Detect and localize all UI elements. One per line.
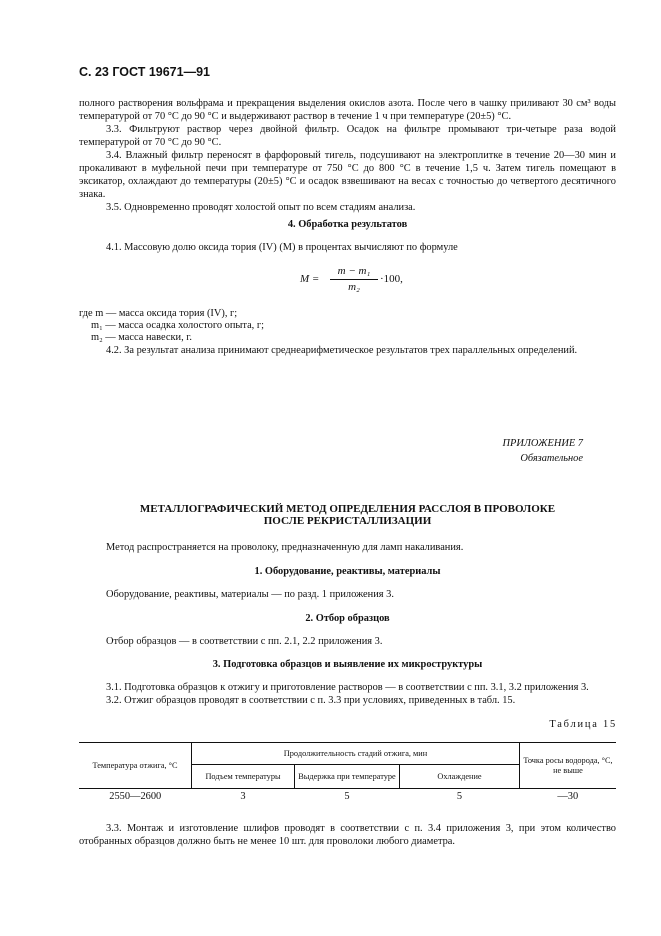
header-dew-point: Точка росы водорода, °С, не выше	[523, 755, 613, 775]
paragraph-3-3: 3.3. Фильтруют раствор через двойной фильтр. Осадок на фильтре промывают три-четыре раза водой температурой от 70 °С до 90 °С.	[79, 124, 616, 148]
table-number: Таблица 15	[549, 719, 617, 730]
paragraph-4-2: 4.2. За результат анализа принимают среднеарифметическое результатов трех параллельных определений.	[106, 345, 578, 356]
section-1-text: Оборудование, реактивы, материалы — по разд. 1 приложения 3.	[106, 589, 394, 600]
formula-legend	[79, 308, 616, 357]
header-stage-duration: Продолжительность стадий отжига, мин	[192, 743, 520, 765]
cell-cool: 5	[456, 790, 463, 802]
annealing-table	[79, 742, 616, 805]
cell-temp: 2550—2600	[109, 790, 162, 802]
header-temperature: Температура отжига, °С	[79, 743, 192, 789]
method-intro: Метод распространяется на проволоку, предназначенную для ламп накаливания.	[106, 542, 464, 553]
section-4-heading: 4. Обработка результатов	[287, 219, 408, 230]
table-row	[79, 789, 616, 805]
section-2-text: Отбор образцов — в соответствии с пп. 2.1, 2.2 приложения 3.	[106, 636, 383, 647]
table-15	[79, 742, 616, 805]
paragraph-3-5: 3.5. Одновременно проводят холостой опыт по всем стадиям анализа.	[106, 202, 416, 213]
formula-numerator: m − m₁	[330, 264, 378, 280]
cell-dew: —30	[557, 790, 579, 802]
appendix-label: ПРИЛОЖЕНИЕ 7	[502, 438, 583, 449]
page-header: С. 23 ГОСТ 19671—91	[79, 65, 210, 79]
appendix-status: Обязательное	[520, 453, 583, 464]
formula-lhs: M =	[300, 273, 320, 285]
section-3-text	[79, 681, 616, 707]
paragraph-4-1: 4.1. Массовую долю оксида тория (IV) (M) в процентах вычисляют по формуле	[106, 242, 458, 253]
legend-m1: m₁ — масса осадка холостого опыта, г;	[91, 320, 265, 331]
formula-rhs: ·100,	[380, 273, 403, 285]
legend-m: где m — масса оксида тория (IV), г;	[79, 308, 238, 319]
header-rise: Подъем температуры	[192, 765, 295, 789]
paragraph-3-1: 3.1. Подготовка образцов к отжигу и приготовление растворов — в соответствии с пп. 3.1, 3.2 приложения 3.	[106, 682, 589, 693]
method-title-line-1: МЕТАЛЛОГРАФИЧЕСКИЙ МЕТОД ОПРЕДЕЛЕНИЯ РАССЛОЯ В ПРОВОЛОКЕ	[139, 503, 556, 515]
legend-m2: m₂ — масса навески, г.	[91, 332, 192, 343]
method-title-line-2: ПОСЛЕ РЕКРИСТАЛЛИЗАЦИИ	[263, 515, 432, 527]
cell-hold: 5	[344, 790, 350, 802]
top-text	[79, 97, 616, 214]
formula-fraction	[330, 264, 378, 295]
header-cool: Охлаждение	[400, 765, 520, 789]
formula	[300, 264, 500, 304]
paragraph-continuation: полного растворения вольфрама и прекращения выделения окислов азота. После чего в чашку приливают 30 см³ воды температурой от 70 °С до 90 °С и выдерживают раствор в течение 1 ч при температуре (20±5) °С.	[79, 98, 616, 122]
paragraph-3-2: 3.2. Отжиг образцов проводят в соответствии с п. 3.3 при условиях, приведенных в табл. 15.	[106, 695, 516, 706]
section-1-heading: 1. Оборудование, реактивы, материалы	[254, 566, 441, 577]
formula-denominator: m₂	[348, 281, 360, 293]
cell-rise: 3	[240, 790, 246, 802]
header-hold: Выдержка при температуре	[295, 765, 400, 789]
paragraph-3-3-bottom: 3.3. Монтаж и изготовление шлифов проводят в соответствии с п. 3.4 приложения 3, при этом количество отобранных образцов должно быть не менее 10 шт. для проволоки любого диаметра.	[79, 823, 616, 847]
section-2-heading: 2. Отбор образцов	[305, 613, 390, 624]
section-3-heading: 3. Подготовка образцов и выявление их микроструктуры	[212, 659, 483, 670]
paragraph-3-4: 3.4. Влажный фильтр переносят в фарфоровый тигель, подсушивают на электроплитке в течение 20—30 мин и прокаливают в муфельной печи при температуре от 750 °С до 800 °С в течение 1,5 ч. Затем тигель помещают в эксикатор, охлаждают до температуры (20±5) °С и осадок взвешивают на весах с точностью до четвертого десятичного знака.	[79, 150, 616, 200]
